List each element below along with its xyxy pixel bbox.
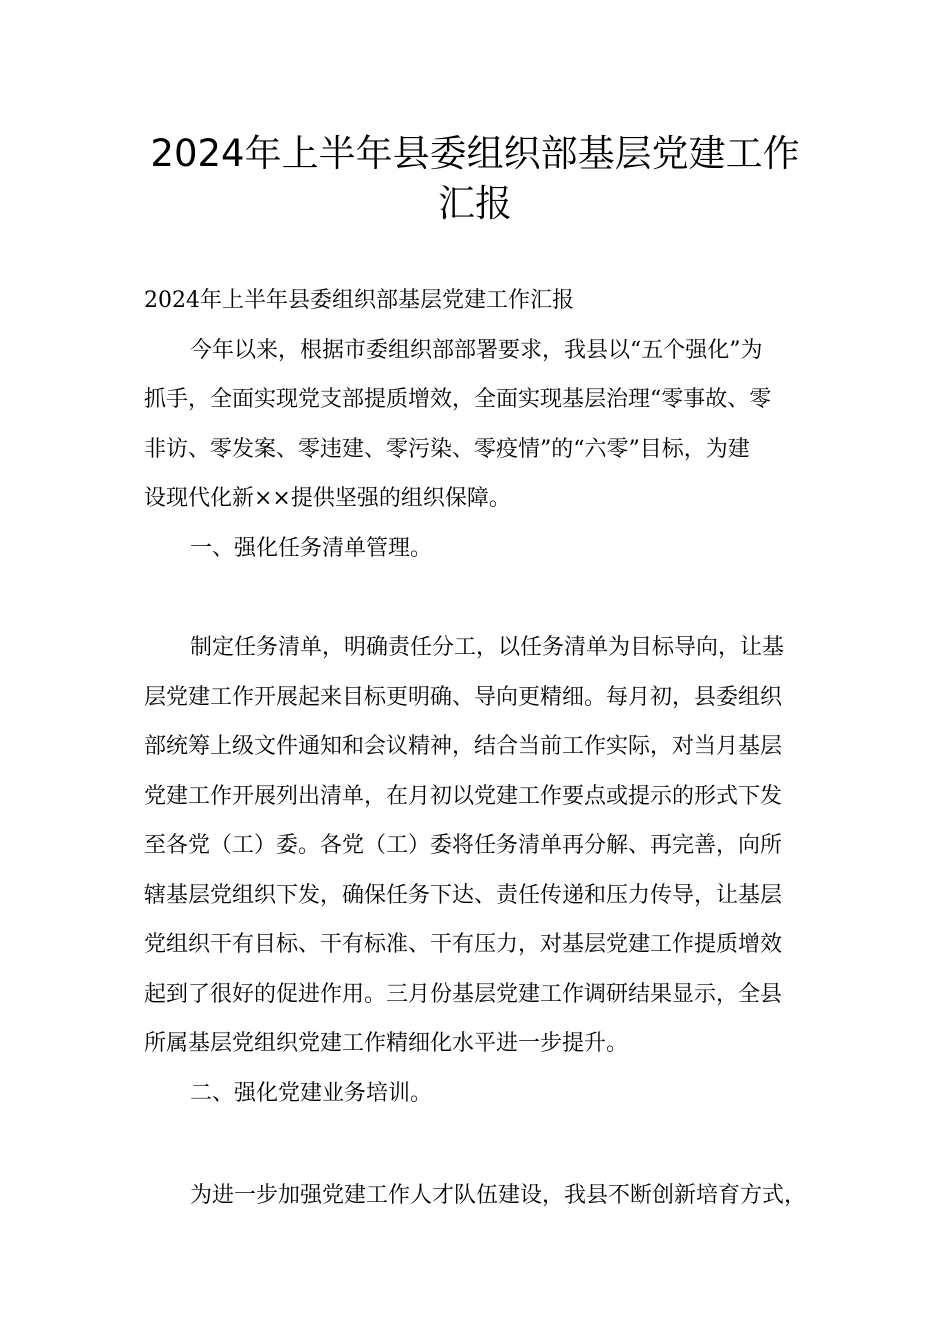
paragraph-2-line-2: 层党建工作开展起来目标更明确、导向更精细。每月初，县委组织 [144, 685, 783, 710]
paragraph-1-line-4: 设现代化新××提供坚强的组织保障。 [144, 486, 511, 511]
document-title-line-1: 2024年上半年县委组织部基层党建工作 [150, 132, 800, 175]
document-title-line-2: 汇报 [438, 182, 512, 225]
document-subtitle: 2024年上半年县委组织部基层党建工作汇报 [144, 288, 574, 313]
paragraph-2-line-7: 党组织干有目标、干有标准、干有压力，对基层党建工作提质增效 [144, 932, 783, 957]
paragraph-3-line-1: 为进一步加强党建工作人才队伍建设，我县不断创新培育方式， [190, 1183, 807, 1208]
paragraph-2-line-8: 起到了很好的促进作用。三月份基层党建工作调研结果显示，全县 [144, 982, 783, 1007]
section-heading-1: 一、强化任务清单管理。 [190, 536, 433, 561]
paragraph-1-line-2: 抓手，全面实现党支部提质增效，全面实现基层治理“零事故、零 [144, 387, 772, 412]
paragraph-2-line-6: 辖基层党组织下发，确保任务下达、责任传递和压力传导，让基层 [144, 883, 783, 908]
paragraph-2-line-9: 所属基层党组织党建工作精细化水平进一步提升。 [144, 1031, 629, 1056]
paragraph-2-line-1: 制定任务清单，明确责任分工，以任务清单为目标导向，让基 [190, 635, 785, 660]
paragraph-2-line-4: 党建工作开展列出清单，在月初以党建工作要点或提示的形式下发 [144, 784, 783, 809]
section-heading-2: 二、强化党建业务培训。 [190, 1081, 433, 1106]
paragraph-2-line-3: 部统筹上级文件通知和会议精神，结合当前工作实际，对当月基层 [144, 734, 783, 759]
paragraph-2-line-5: 至各党（工）委。各党（工）委将任务清单再分解、再完善，向所 [144, 833, 783, 858]
paragraph-1-line-1: 今年以来，根据市委组织部部署要求，我县以“五个强化”为 [190, 338, 763, 363]
paragraph-1-line-3: 非访、零发案、零违建、零污染、零疫情”的“六零”目标，为建 [144, 437, 750, 462]
